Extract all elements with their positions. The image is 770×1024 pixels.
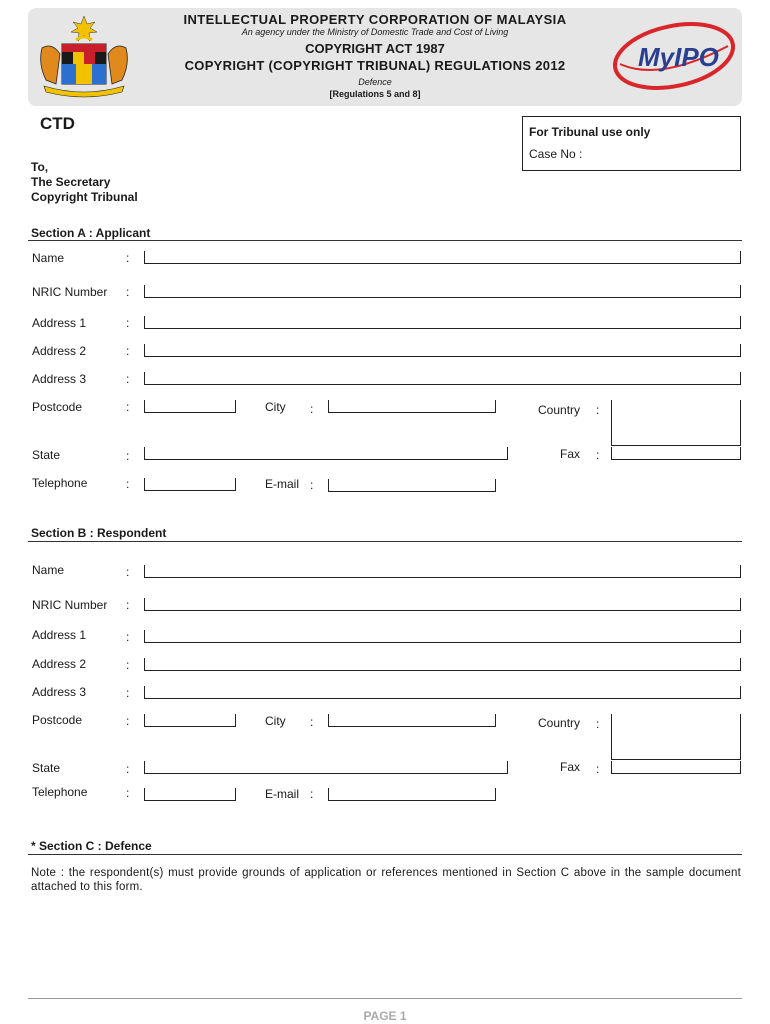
- colon: :: [596, 403, 600, 417]
- respondent-email-label: E-mail: [265, 787, 300, 801]
- applicant-name-label: Name: [32, 251, 65, 265]
- colon: :: [126, 786, 130, 800]
- applicant-country-label: Country: [538, 403, 581, 417]
- regulations-title: COPYRIGHT (COPYRIGHT TRIBUNAL) REGULATIONS 2012: [184, 58, 566, 73]
- colon: :: [310, 478, 314, 492]
- section-a-title: Section A : Applicant: [31, 226, 151, 240]
- colon: :: [126, 598, 130, 612]
- section-a-divider: [28, 240, 742, 241]
- applicant-address2-field[interactable]: [144, 344, 741, 357]
- colon: :: [310, 715, 314, 729]
- respondent-name-label: Name: [32, 563, 65, 577]
- section-b-divider: [28, 541, 742, 542]
- applicant-fax-label: Fax: [560, 447, 581, 461]
- respondent-state-label: State: [32, 761, 61, 775]
- respondent-state-field[interactable]: [144, 761, 508, 774]
- applicant-country-field[interactable]: [611, 400, 741, 446]
- applicant-state-field[interactable]: [144, 447, 508, 460]
- malaysia-coat-of-arms-icon: [34, 14, 134, 100]
- respondent-address2-label: Address 2: [32, 657, 87, 671]
- respondent-postcode-label: Postcode: [32, 713, 83, 727]
- colon: :: [596, 762, 600, 776]
- tribunal-use-title: For Tribunal use only: [529, 125, 651, 139]
- svg-text:MyIPO: MyIPO: [638, 42, 719, 72]
- applicant-address3-field[interactable]: [144, 372, 741, 385]
- applicant-state-label: State: [32, 448, 61, 462]
- respondent-telephone-field[interactable]: [144, 788, 236, 801]
- colon: :: [126, 477, 130, 491]
- act-title: COPYRIGHT ACT 1987: [305, 41, 445, 56]
- respondent-fax-label: Fax: [560, 760, 581, 774]
- respondent-country-field[interactable]: [611, 714, 741, 760]
- colon: :: [126, 251, 130, 265]
- respondent-fax-field[interactable]: [611, 761, 741, 774]
- section-c-title: * Section C : Defence: [31, 839, 152, 853]
- respondent-email-field[interactable]: [328, 788, 496, 801]
- applicant-telephone-label: Telephone: [32, 476, 88, 490]
- respondent-address2-field[interactable]: [144, 658, 741, 671]
- applicant-postcode-label: Postcode: [32, 400, 83, 414]
- colon: :: [310, 402, 314, 416]
- section-c-note: Note : the respondent(s) must provide grounds of application or references mentioned in Section C above in the sample document attached to this form.: [31, 867, 741, 893]
- colon: :: [126, 762, 130, 776]
- respondent-nric-field[interactable]: [144, 598, 741, 611]
- respondent-address1-field[interactable]: [144, 630, 741, 643]
- form-type: Defence: [358, 77, 392, 87]
- addressee-to: To,: [31, 160, 49, 174]
- footer-divider: [28, 998, 742, 999]
- addressee-line2: Copyright Tribunal: [31, 190, 138, 204]
- form-code: CTD: [40, 114, 75, 133]
- addressee-block: [31, 160, 138, 205]
- applicant-address1-field[interactable]: [144, 316, 741, 329]
- respondent-address3-label: Address 3: [32, 685, 87, 699]
- colon: :: [126, 400, 130, 414]
- page-number: PAGE 1: [363, 1009, 407, 1023]
- colon: :: [596, 717, 600, 731]
- respondent-address3-field[interactable]: [144, 686, 741, 699]
- respondent-postcode-field[interactable]: [144, 714, 236, 727]
- applicant-city-label: City: [265, 400, 286, 414]
- agency-line: An agency under the Ministry of Domestic Trade and Cost of Living: [241, 27, 509, 37]
- applicant-email-label: E-mail: [265, 477, 300, 491]
- applicant-postcode-field[interactable]: [144, 400, 236, 413]
- regulation-reference: [Regulations 5 and 8]: [329, 89, 421, 99]
- org-name: INTELLECTUAL PROPERTY CORPORATION OF MALAYSIA: [183, 12, 567, 27]
- applicant-city-field[interactable]: [328, 400, 496, 413]
- applicant-telephone-field[interactable]: [144, 478, 236, 491]
- applicant-nric-field[interactable]: [144, 285, 741, 298]
- colon: :: [126, 285, 130, 299]
- colon: :: [126, 344, 130, 358]
- section-b-title: Section B : Respondent: [31, 526, 167, 540]
- colon: :: [126, 449, 130, 463]
- respondent-telephone-label: Telephone: [32, 785, 88, 799]
- colon: :: [126, 686, 130, 700]
- respondent-country-label: Country: [538, 716, 581, 730]
- respondent-address1-label: Address 1: [32, 628, 87, 642]
- colon: :: [126, 565, 130, 579]
- applicant-name-field[interactable]: [144, 251, 741, 264]
- respondent-nric-label: NRIC Number: [32, 598, 108, 612]
- applicant-fax-field[interactable]: [611, 447, 741, 460]
- respondent-city-label: City: [265, 714, 286, 728]
- applicant-nric-label: NRIC Number: [32, 285, 108, 299]
- colon: :: [126, 658, 130, 672]
- respondent-city-field[interactable]: [328, 714, 496, 727]
- applicant-address3-label: Address 3: [32, 372, 87, 386]
- respondent-name-field[interactable]: [144, 565, 741, 578]
- colon: :: [310, 787, 314, 801]
- colon: :: [126, 714, 130, 728]
- colon: :: [126, 316, 130, 330]
- colon: :: [126, 372, 130, 386]
- applicant-address2-label: Address 2: [32, 344, 87, 358]
- addressee-line1: The Secretary: [31, 175, 111, 189]
- myipo-logo-icon: [610, 18, 738, 92]
- section-c-divider: [28, 854, 742, 855]
- case-number-label: Case No :: [529, 147, 583, 161]
- colon: :: [126, 630, 130, 644]
- applicant-address1-label: Address 1: [32, 316, 87, 330]
- colon: :: [596, 448, 600, 462]
- applicant-email-field[interactable]: [328, 479, 496, 492]
